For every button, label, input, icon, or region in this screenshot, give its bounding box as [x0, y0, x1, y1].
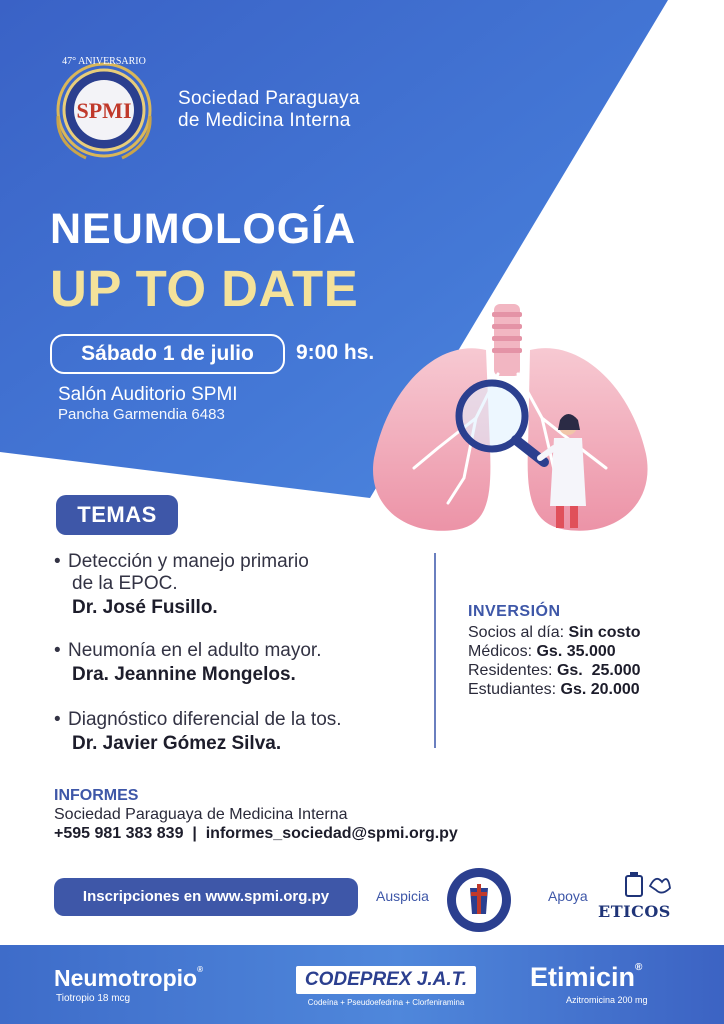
topic-title: Diagnóstico diferencial de la tos. — [68, 709, 342, 730]
event-date: Sábado 1 de julio — [50, 334, 285, 374]
brand-neumotropio: Neumotropio® — [54, 965, 204, 991]
price-value: Sin costo — [568, 624, 641, 641]
informes-label: INFORMES — [54, 787, 139, 804]
topic-speaker: Dr. José Fusillo. — [72, 597, 218, 618]
lungs-illustration — [368, 298, 658, 538]
brand-etimicin: Etimicin® — [530, 962, 643, 992]
eticos-logo-icon — [620, 870, 672, 902]
informes-org: Sociedad Paraguaya de Medicina Interna — [54, 806, 348, 823]
price-label: Residentes: — [468, 662, 553, 679]
price-value: Gs. 25.000 — [556, 662, 641, 679]
register-button[interactable]: Inscripciones en www.spmi.org.py — [54, 878, 358, 916]
bullet-icon: • — [54, 640, 61, 661]
org-name — [178, 88, 360, 132]
brand-etimicin-sub: Azitromicina 200 mg — [566, 995, 648, 1005]
temas-label: TEMAS — [56, 495, 178, 535]
price-value: Gs. 20.000 — [560, 681, 640, 698]
price-row — [468, 623, 641, 642]
brand-codeprex-sub: Codeína + Pseudoefedrina + Clorfeniramina — [307, 998, 465, 1007]
price-row — [468, 680, 640, 699]
topic-item — [54, 709, 342, 755]
column-divider — [434, 553, 436, 748]
price-row — [468, 661, 641, 680]
event-time: 9:00 hs. — [296, 341, 375, 364]
topic-item — [54, 640, 322, 686]
auspicia-label: Auspicia — [376, 888, 429, 904]
bullet-icon: • — [54, 551, 61, 572]
event-title: NEUMOLOGÍA — [50, 205, 357, 253]
brand-neumotropio-name: Neumotropio — [54, 965, 198, 991]
org-name-line2: de Medicina Interna — [178, 110, 351, 131]
price-label: Médicos: — [468, 643, 533, 660]
topic-title: Neumonía en el adulto mayor. — [68, 640, 322, 661]
sponsor-seal-logo — [444, 866, 514, 934]
topic-item — [54, 551, 309, 619]
event-venue: Salón Auditorio SPMI — [58, 384, 238, 405]
svg-text:SPMI: SPMI — [76, 98, 132, 123]
brand-neumotropio-sub: Tiotropio 18 mcg — [56, 993, 131, 1004]
informes-contact[interactable]: +595 981 383 839 | informes_sociedad@spmi.org.py — [54, 825, 458, 842]
topic-speaker: Dra. Jeannine Mongelos. — [72, 664, 296, 685]
apoya-label: Apoya — [548, 888, 588, 904]
price-value: Gs. 35.000 — [536, 643, 616, 660]
topic-speaker: Dr. Javier Gómez Silva. — [72, 733, 282, 754]
eticos-logo-text: ETICOS — [598, 902, 671, 921]
price-row — [468, 642, 616, 661]
price-label: Estudiantes: — [468, 681, 557, 698]
event-address: Pancha Garmendia 6483 — [58, 406, 225, 423]
event-subtitle: UP TO DATE — [50, 260, 359, 317]
price-label: Socios al día: — [468, 624, 565, 641]
org-name-line1: Sociedad Paraguaya — [178, 88, 360, 109]
brand-etimicin-name: Etimicin — [530, 962, 636, 992]
topic-title: Detección y manejo primario — [68, 551, 309, 572]
topic-title-cont: de la EPOC. — [72, 573, 178, 594]
brand-codeprex: CODEPREX J.A.T. — [296, 966, 476, 994]
spmi-logo — [46, 46, 166, 164]
svg-text:47° ANIVERSARIO: 47° ANIVERSARIO — [62, 56, 146, 67]
inversion-label: INVERSIÓN — [468, 603, 561, 620]
bullet-icon: • — [54, 709, 61, 730]
